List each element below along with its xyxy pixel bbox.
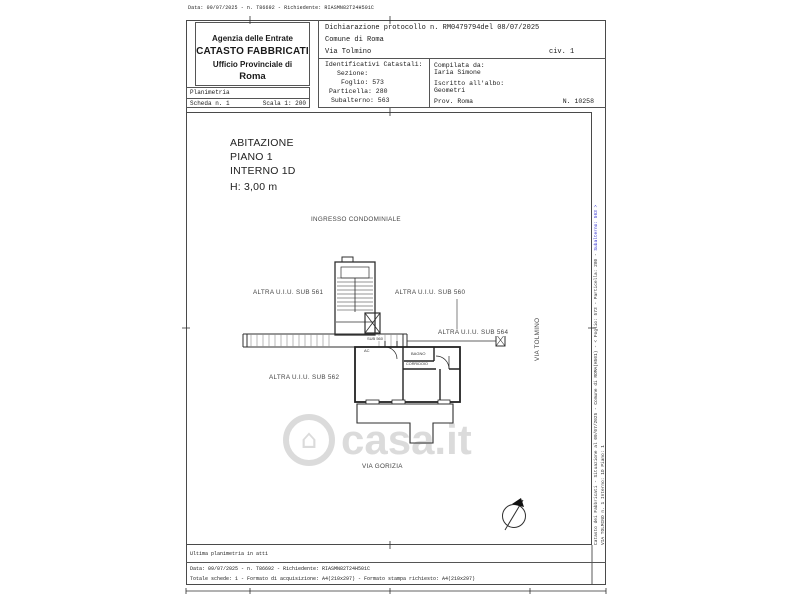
label-via-tolmino: VIA TOLMINO	[534, 317, 541, 361]
declaration-protocol: Dichiarazione protocollo n. RM0479794del 08/07/2025	[325, 24, 540, 32]
province: Prov. Roma	[434, 98, 474, 105]
cadastral-foglio: Foglio: 573	[341, 79, 384, 86]
street-line: Via Tolmino	[325, 48, 372, 56]
house-icon	[283, 414, 335, 466]
label-altra-uiu-sub562: ALTRA U.I.U. SUB 562	[269, 374, 340, 381]
side-line2: VIA TOLMINO n. 1 Interno: 1D Piano: 1	[600, 445, 606, 545]
request-info-line: Data: 09/07/2025 - n. T86692 - Richiedente: RIASMN82T24H501C	[188, 5, 375, 11]
footer-note: Ultima planimetria in atti	[190, 551, 269, 557]
register-label: Iscritto all'albo:	[434, 80, 505, 87]
register-number: N. 10258	[562, 98, 594, 105]
label-via-gorizia: VIA GORIZIA	[362, 463, 403, 470]
side-cadastral-strip	[594, 205, 607, 545]
dwelling-info-block	[230, 136, 296, 194]
cadastral-particella: Particella: 280	[329, 88, 388, 95]
sheet-scale-row	[187, 99, 309, 108]
label-bagno: BAGNO	[411, 351, 426, 356]
declaration-divider	[319, 58, 606, 59]
province-row	[434, 98, 602, 105]
label-altra-uiu-sub560: ALTRA U.I.U. SUB 560	[395, 289, 466, 296]
side-line1-subalterno: Subalterno: 563 >	[594, 204, 599, 251]
label-altra-uiu-sub564: ALTRA U.I.U. SUB 564	[438, 329, 509, 336]
cadastral-identifiers	[325, 60, 423, 105]
footer-divider	[186, 562, 606, 563]
cadastral-sezione: Sezione:	[337, 70, 369, 77]
dwelling-interno: INTERNO 1D	[230, 165, 296, 177]
house-glyph: ⌂	[300, 425, 318, 455]
cadastral-subalterno: Subalterno: 563	[331, 97, 390, 104]
label-altra-uiu-sub561: ALTRA U.I.U. SUB 561	[253, 289, 324, 296]
watermark	[283, 414, 472, 466]
catasto-title: CATASTO FABBRICATI	[196, 46, 309, 57]
label-corridoio: CORRIDOIO	[406, 362, 428, 366]
side-line1-black: Catasto dei Fabbricati - Situazione al 09/07/2025 - Comune di ROMA(H501) - < Foglio: 573 - Particella: 280 -	[594, 250, 599, 545]
planimetria-box	[186, 87, 310, 108]
dwelling-height: H: 3,00 m	[230, 181, 278, 193]
declaration-box	[318, 20, 606, 108]
compiled-by-name: Iaria Simone	[434, 69, 481, 76]
cadastral-title: Identificativi Catastali:	[325, 61, 423, 68]
dwelling-floor: PIANO 1	[230, 151, 273, 163]
doc-type-label: Planimetria	[187, 88, 309, 99]
side-line1	[594, 205, 601, 545]
watermark-text: casa.it	[341, 416, 472, 463]
comune-line: Comune di Roma	[325, 36, 384, 44]
label-ac: AC	[364, 348, 370, 353]
footer-request-line: Data: 09/07/2025 - n. T86692 - Richiedente: RIASMN82T24H501C	[190, 566, 371, 572]
sheet-number: Scheda n. 1	[190, 100, 230, 107]
label-ingresso-condominiale: INGRESSO CONDOMINIALE	[311, 216, 401, 223]
office-label: Ufficio Provinciale di	[212, 60, 293, 69]
civic-number: civ. 1	[549, 48, 575, 56]
dwelling-type: ABITAZIONE	[230, 137, 294, 149]
compiler-info	[434, 62, 602, 105]
scale-value: Scala 1: 200	[262, 100, 306, 107]
footer-format-line: Totale schede: 1 - Formato di acquisizione: A4(210x297) - Formato stampa richiesto: A4(210x297)	[190, 576, 476, 582]
agency-header-box	[195, 22, 310, 86]
register-value: Geometri	[434, 87, 466, 94]
compiled-by-label: Compilata da:	[434, 62, 485, 69]
declaration-vertical-divider	[429, 58, 430, 108]
label-sub560-small: SUB 560	[367, 336, 384, 341]
agency-name: Agenzia delle Entrate	[212, 34, 293, 43]
office-city: Roma	[239, 71, 266, 82]
